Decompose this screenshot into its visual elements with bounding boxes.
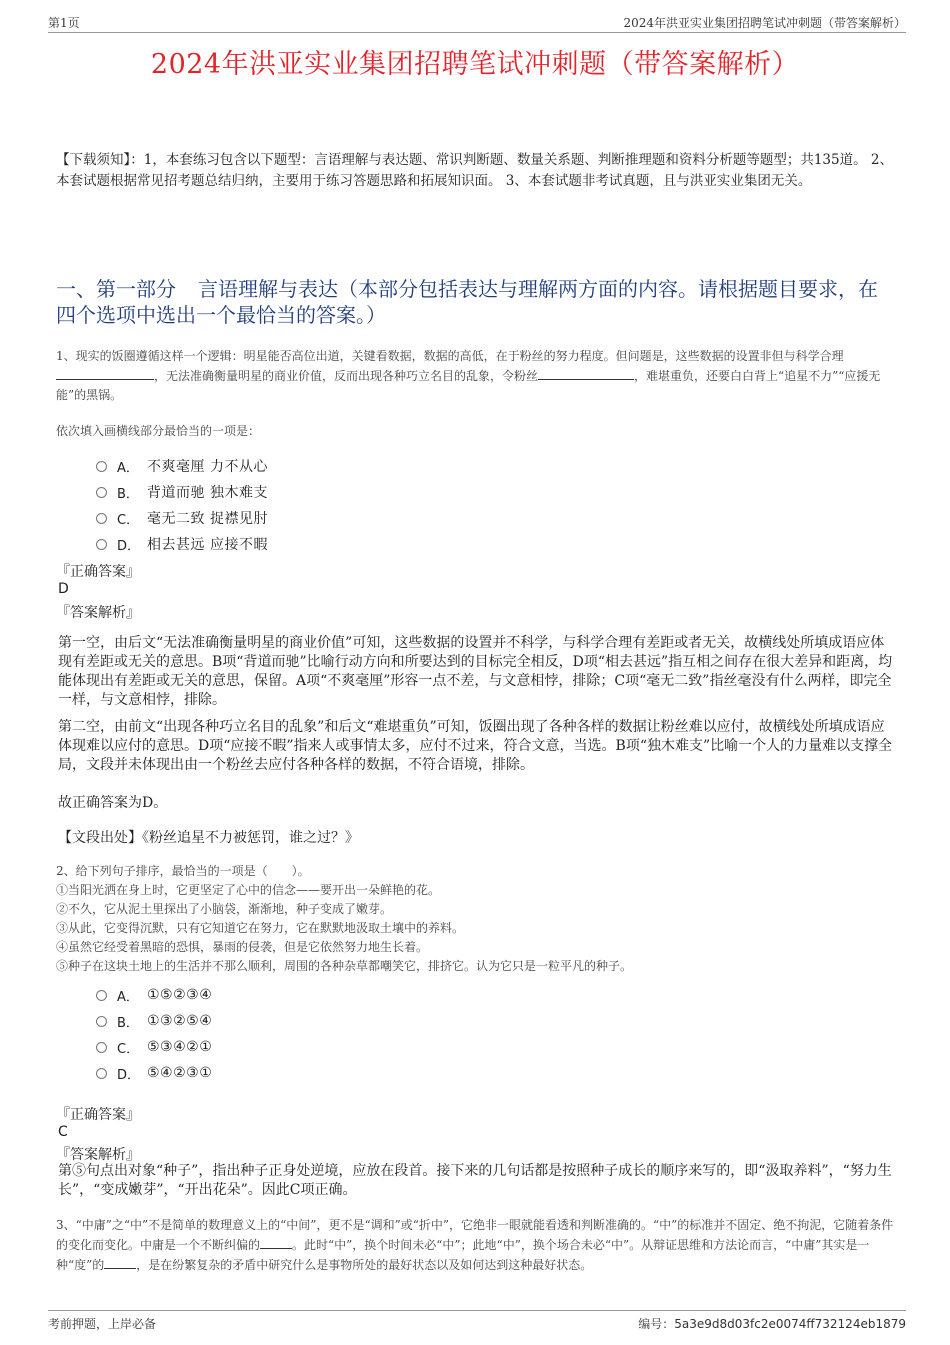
q2-sentence-4: ④虽然它经受着黑暗的恐惧，暴雨的侵袭，但是它依然努力地生长着。 (56, 940, 429, 954)
q2-sentence-1: ①当阳光洒在身上时，它更坚定了心中的信念——要开出一朵鲜艳的花。 (56, 883, 441, 897)
q1-explain-3: 故正确答案为D。 (58, 795, 168, 811)
radio-icon[interactable] (96, 461, 107, 472)
q2-stem (56, 862, 894, 976)
q2-options (96, 982, 212, 1086)
radio-icon[interactable] (96, 487, 107, 498)
q1-blank-1 (56, 366, 154, 380)
option-letter: D． (117, 538, 141, 554)
q1-option-c[interactable] (96, 505, 268, 531)
section-title: 言语理解与表达（本部分包括表达与理解两方面的内容。请根据题目要求，在四个选项中选出一个最恰当的答案。） (56, 277, 878, 327)
option-letter: A． (117, 460, 139, 476)
q1-text-b: ，无法准确衡量明星的商业价值，反而出现各种巧立名目的乱象，令粉丝 (154, 369, 539, 383)
option-text: ①③②⑤④ (147, 1013, 213, 1029)
radio-icon[interactable] (96, 990, 107, 1001)
page-number: 第1页 (48, 16, 80, 30)
option-letter: B． (117, 1015, 139, 1031)
q2-sentence-5: ⑤种子在这块土地上的生活并不那么顺利，周围的各种杂草都嘲笑它，排挤它。认为它只是一粒平凡的种子。 (56, 959, 633, 973)
footer-code-value: 5a3e9d8d03fc2e0074ff732124eb1879 (674, 1317, 906, 1331)
q2-option-d[interactable] (96, 1060, 212, 1086)
q3-stem (56, 1216, 894, 1275)
option-text: ⑤④②③① (147, 1065, 213, 1081)
footer-slogan: 考前押题，上岸必备 (48, 1317, 157, 1331)
q1-explain-2: 第二空，由前文“出现各种巧立名目的乱象”和后文“难堪重负”可知，饭圈出现了各种各样的数据让粉丝难以应付，故横线处所填成语应体现难以应付的意思。D项“应接不暇”指来人或事情太多，应付不过来，符合文意，当选。B项“独木难支”比喻一个人的力量难以支撑全局，文段并未体现出由一个粉丝去应付各种各样的数据，不符合语境，排除。 (58, 719, 893, 773)
q1-analysis-label: 『答案解析』 (56, 605, 140, 621)
q1-options (96, 453, 268, 557)
q2-answer: C (58, 1124, 68, 1140)
q2-question: 2、给下列句子排序，最恰当的一项是（ ）。 (56, 864, 310, 878)
option-letter: B． (117, 486, 139, 502)
q2-option-a[interactable] (96, 982, 212, 1008)
q1-text-a: 1、现实的饭圈遵循这样一个逻辑：明星能否高位出道，关键看数据，数据的高低，在于粉丝的努力程度。但问题是，这些数据的设置非但与科学合理 (56, 349, 844, 363)
page-footer (48, 1310, 906, 1333)
q1-explain-1: 第一空，由后文“无法准确衡量明星的商业价值”可知，这些数据的设置并不科学，与科学合理有差距或者无关，故横线处所填成语应体现有差距或无关的意思。B项“背道而驰”比喻行动方向和所要达到的目标完全相反，D项“相去甚远”指互相之间存在很大差异和距离，均能体现出有差距或无关的意思，保留。A项“不爽毫厘”形容一点不差，与文意相悖，排除；C项“毫无二致”指丝毫没有什么两样，即完全一样，与文意相悖，排除。 (58, 635, 893, 708)
option-text: 背道而驰 独木难支 (147, 485, 268, 501)
q1-source: 【文段出处】《粉丝追星不力被惩罚，谁之过？》 (58, 830, 359, 846)
q1-text-c: ，难堪重负，还要白白背上“追星不力”“应援无能”的黑锅。 (56, 369, 881, 402)
q2-option-b[interactable] (96, 1008, 212, 1034)
q1-answer: D (58, 581, 69, 597)
q2-explain: 第⑤句点出对象“种子”，指出种子正身处逆境，应放在段首。接下来的几句话都是按照种子成长的顺序来写的，即“汲取养料”，“努力生长”，“变成嫩芽”，“开出花朵”。因此C项正确。 (58, 1163, 892, 1198)
q3-text-a: 3、“中庸”之“中”不是简单的数理意义上的“中间”，更不是“调和”或“折中”，它绝非一眼就能看透和判断准确的。“中”的标准并不固定、绝不拘泥，它随着条件的变化而变化。中庸是一个不断纠偏的 (56, 1218, 894, 1252)
radio-icon[interactable] (96, 1016, 107, 1027)
header-doc-title: 2024年洪亚实业集团招聘笔试冲刺题（带答案解析） (623, 16, 906, 30)
q1-blank-2 (538, 366, 634, 380)
section-part: 一、第一部分 (56, 277, 176, 301)
option-text: ⑤③④②① (147, 1039, 213, 1055)
radio-icon[interactable] (96, 1068, 107, 1079)
option-letter: C． (117, 512, 140, 528)
q3-text-b: 。此时“中”，换个时间未必“中”；此地“中”，换个场合未必“中”。从辩证思维和方法论而言，“中庸”其实是一种“度”的 (56, 1238, 870, 1272)
q3-blank-1 (260, 1235, 292, 1249)
option-text: 不爽毫厘 力不从心 (147, 459, 268, 475)
option-text: 相去甚远 应接不暇 (147, 537, 268, 553)
page-title: 2024年洪亚实业集团招聘笔试冲刺题（带答案解析） (150, 49, 800, 80)
section-heading (56, 276, 894, 328)
download-notice: 【下载须知】：1，本套练习包含以下题型：言语理解与表达题、常识判断题、数量关系题、判断推理题和资料分析题等题型；共135道。 2、本套试题根据常见招考题总结归纳，主要用于练习答题思路和拓展知识面。 3、本套试题非考试真题，且与洪亚实业集团无关。 (56, 152, 893, 189)
radio-icon[interactable] (96, 1042, 107, 1053)
q2-sentence-3: ③从此，它变得沉默，只有它知道它在努力，它在默默地汲取土壤中的养料。 (56, 921, 465, 935)
q1-correct-answer-label: 『正确答案』 (56, 564, 140, 580)
q1-option-d[interactable] (96, 531, 268, 557)
q3-text-c: ，是在纷繁复杂的矛盾中研究什么是事物所处的最好状态以及如何达到这种最好状态。 (136, 1258, 593, 1272)
radio-icon[interactable] (96, 539, 107, 550)
option-text: ①⑤②③④ (147, 987, 213, 1003)
page-header (48, 12, 906, 33)
footer-code-label: 编号： (638, 1317, 675, 1331)
q2-correct-answer-label: 『正确答案』 (56, 1107, 140, 1123)
radio-icon[interactable] (96, 513, 107, 524)
q2-option-c[interactable] (96, 1034, 212, 1060)
q1-option-a[interactable] (96, 453, 268, 479)
q1-option-b[interactable] (96, 479, 268, 505)
q2-analysis-label: 『答案解析』 (56, 1147, 140, 1163)
option-text: 毫无二致 捉襟见肘 (147, 511, 268, 527)
q2-sentence-2: ②不久，它从泥土里探出了小脑袋，渐渐地，种子变成了嫩芽。 (56, 902, 393, 916)
footer-code (638, 1315, 906, 1332)
q1-stem (56, 347, 894, 405)
option-letter: D． (117, 1067, 141, 1083)
q3-blank-2 (104, 1255, 136, 1269)
option-letter: C． (117, 1041, 140, 1057)
option-letter: A． (117, 989, 139, 1005)
q1-prompt: 依次填入画横线部分最恰当的一项是： (56, 424, 261, 438)
